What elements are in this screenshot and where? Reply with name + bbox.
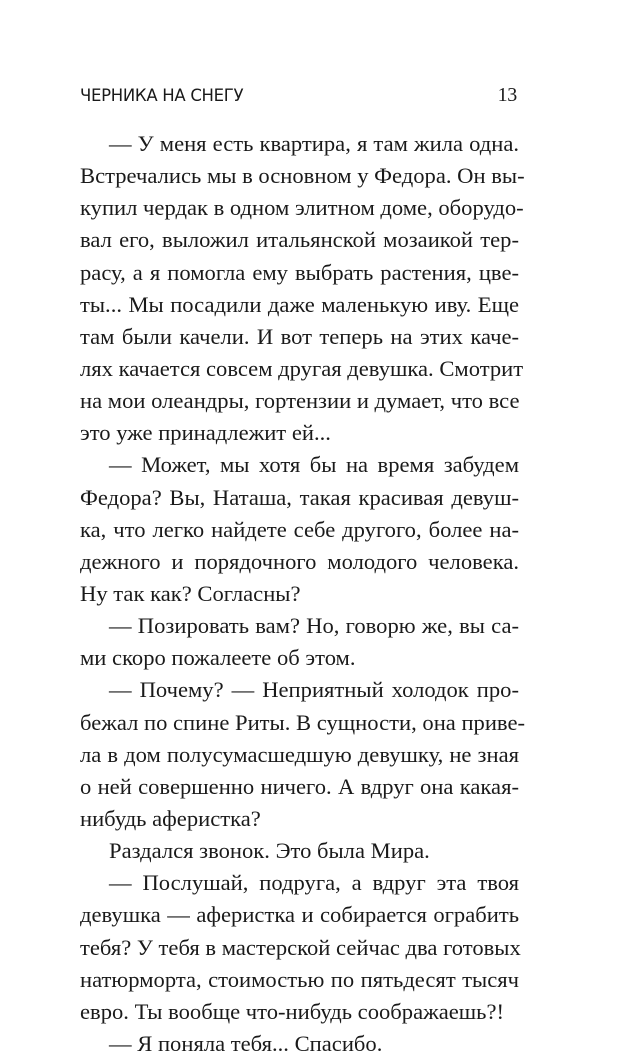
text-line: ла в дом полусумасшедшую девушку, не зная [80, 741, 519, 767]
text-line: бежал по спине Риты. В сущности, она приве- [80, 709, 526, 735]
text-line: Раздался звонок. Это была Мира. [109, 838, 430, 864]
text-line: — Послушай, подруга, а вдруг эта твоя [109, 870, 519, 896]
text-line: — Я поняла тебя... Спасибо. [109, 1030, 383, 1056]
text-line: натюрморта, стоимостью по пятьдесят тысяч [80, 966, 519, 992]
text-line: нибудь аферистка? [80, 805, 261, 831]
book-page [80, 0, 526, 1056]
text-line: ты... Мы посадили даже маленькую иву. Еще [80, 291, 519, 317]
text-line: Ну так как? Согласны? [80, 580, 301, 606]
text-line: — Может, мы хотя бы на время забудем [109, 452, 519, 478]
text-line: лях качается совсем другая девушка. Смотрит [80, 355, 524, 381]
text-line: девушка — аферистка и собирается ограбить [80, 902, 519, 928]
book-title: ЧЕРНИКА НА СНЕГУ [80, 86, 244, 105]
text-line: на мои олеандры, гортензии и думает, что все [80, 388, 520, 414]
page-number: 13 [497, 84, 517, 106]
text-line: ми скоро пожалеете об этом. [80, 645, 356, 671]
text-line: вал его, выложил итальянской мозаикой тер- [80, 227, 519, 253]
text-line: купил чердак в одном элитном доме, оборудо- [80, 195, 524, 221]
body-text [80, 128, 526, 1060]
text-line: Встречались мы в основном у Федора. Он вы- [80, 163, 525, 189]
text-line: Федора? Вы, Наташа, такая красивая девуш- [80, 484, 519, 510]
text-line: евро. Ты вообще что-нибудь соображаешь?! [80, 998, 505, 1024]
text-line: — Почему? — Неприятный холодок про- [109, 677, 519, 703]
running-head [80, 86, 519, 110]
text-line: там были качели. И вот теперь на этих каче- [80, 323, 519, 349]
text-line: — Позировать вам? Но, говорю же, вы са- [109, 613, 519, 639]
text-line: тебя? У тебя в мастерской сейчас два готовых [80, 934, 521, 960]
text-line: — У меня есть квартира, я там жила одна. [109, 131, 519, 156]
text-line: о ней совершенно ничего. А вдруг она какая- [80, 773, 519, 799]
text-line: ка, что легко найдете себе другого, более на- [80, 516, 519, 542]
text-line: это уже принадлежит ей... [80, 420, 331, 446]
text-line: расу, а я помогла ему выбрать растения, цве- [80, 259, 519, 285]
text-line: дежного и порядочного молодого человека. [80, 548, 519, 574]
